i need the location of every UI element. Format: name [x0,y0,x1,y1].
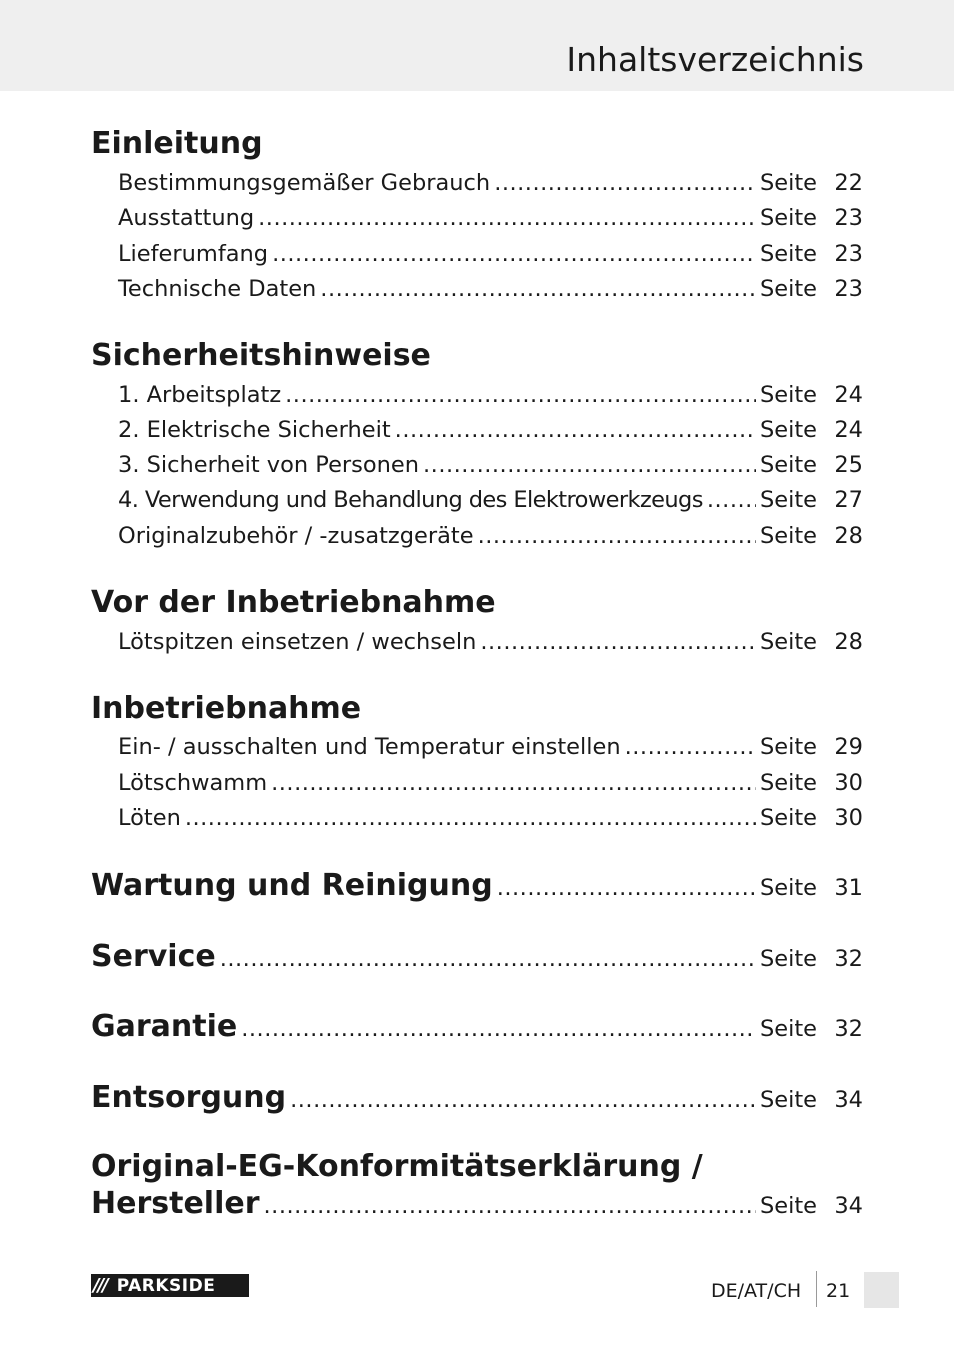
page-number: 23 [834,241,863,267]
leader-dots [264,1186,756,1226]
parkside-logo [91,1274,249,1297]
toc-entry[interactable] [118,802,863,834]
leader-dots [185,802,756,834]
page-number: 24 [834,382,863,408]
toc-entry[interactable] [118,449,863,481]
toc-entry-title: Ein- / ausschalten und Temperatur einstellen [118,734,621,760]
toc-entry[interactable] [118,379,863,411]
page-label: Seite [759,875,817,901]
toc-main-entry[interactable] [91,1078,863,1118]
toc-main-entry-title: Entsorgung [91,1080,287,1115]
leader-dots [258,202,756,234]
toc-entry-title: Originalzubehör / -zusatzgeräte [118,523,474,549]
toc-entry-title: Löten [118,805,181,831]
footer-tab-marker [864,1272,899,1308]
toc-entry-title: Technische Daten [118,276,317,302]
page-label: Seite [759,629,817,655]
toc-entry-title: 1. Arbeitsplatz [118,382,282,408]
page-title: Inhaltsverzeichnis [566,40,864,79]
leader-dots [395,414,756,446]
toc-main-entry-title: Garantie [91,1009,238,1044]
page-label: Seite [759,382,817,408]
section-heading-einleitung: Einleitung [91,126,263,161]
page-number: 29 [834,734,863,760]
toc-entry-title: Lötspitzen einsetzen / wechseln [118,629,477,655]
leader-dots [285,379,756,411]
toc-entry-title: Lieferumfang [118,241,269,267]
page-label: Seite [759,805,817,831]
footer-page-number: 21 [826,1280,851,1302]
page-number: 34 [834,1087,863,1113]
page-number: 30 [834,805,863,831]
leader-dots [220,939,756,979]
toc-entry[interactable] [118,731,863,763]
page-number: 32 [834,946,863,972]
leader-dots [241,1009,756,1049]
page-number: 34 [834,1193,863,1219]
toc-main-entry-title: Service [91,939,216,974]
toc-entry[interactable] [118,484,863,516]
toc-entry-title: Lötschwamm [118,770,268,796]
page-label: Seite [759,452,817,478]
toc-entry[interactable] [118,626,863,658]
toc-main-entry[interactable] [91,866,863,906]
toc-entry[interactable] [118,202,863,234]
toc-entry-title: 2. Elektrische Sicherheit [118,417,391,443]
leader-dots [271,767,756,799]
toc-final-entry-line1: Original-EG-Konformitätserklärung / [91,1149,703,1184]
page-label: Seite [759,276,817,302]
leader-dots [480,626,756,658]
leader-dots [272,238,756,270]
page-label: Seite [759,417,817,443]
page-number: 32 [834,1016,863,1042]
toc-main-entry[interactable] [91,1007,863,1047]
section-heading-sicherheitshinweise: Sicherheitshinweise [91,338,431,373]
page-number: 27 [834,487,863,513]
page-label: Seite [759,770,817,796]
page-number: 23 [834,205,863,231]
page-label: Seite [759,241,817,267]
page-number: 28 [834,523,863,549]
toc-final-entry-title: Hersteller [91,1186,260,1221]
leader-dots [423,449,756,481]
toc-entry-title: 3. Sicherheit von Personen [118,452,420,478]
page-label: Seite [759,1193,817,1219]
page-number: 28 [834,629,863,655]
page-label: Seite [759,205,817,231]
toc-main-entry[interactable] [91,937,863,977]
leader-dots [494,167,756,199]
page-label: Seite [759,1016,817,1042]
toc-main-entry-title: Wartung und Reinigung [91,868,493,903]
logo-text: PARKSIDE [116,1275,216,1296]
toc-entry-title: Bestimmungsgemäßer Gebrauch [118,170,491,196]
section-heading-vor-der-inbetriebnahme: Vor der Inbetriebnahme [91,585,496,620]
page-number: 23 [834,276,863,302]
leader-dots [497,868,756,908]
page-number: 31 [834,875,863,901]
toc-entry[interactable] [118,520,863,552]
page-number: 30 [834,770,863,796]
leader-dots [625,731,756,763]
page-label: Seite [759,487,817,513]
leader-dots [478,520,756,552]
page-number: 25 [834,452,863,478]
page-label: Seite [759,523,817,549]
toc-entry-title: Ausstattung [118,205,255,231]
footer-country: DE/AT/CH [711,1280,802,1302]
toc-entry[interactable] [118,414,863,446]
section-heading-inbetriebnahme: Inbetriebnahme [91,691,362,726]
toc-entry[interactable] [118,167,863,199]
page-label: Seite [759,170,817,196]
toc-entry[interactable] [118,273,863,305]
page-label: Seite [759,734,817,760]
leader-dots [707,484,756,516]
leader-dots [320,273,756,305]
leader-dots [290,1080,756,1120]
page-number: 22 [834,170,863,196]
footer-divider [816,1271,817,1307]
page-label: Seite [759,946,817,972]
toc-entry[interactable] [118,767,863,799]
toc-final-entry[interactable] [91,1184,863,1224]
page-number: 24 [834,417,863,443]
logo-slashes: /// [93,1275,107,1296]
page-label: Seite [759,1087,817,1113]
toc-entry-title: 4. Verwendung und Behandlung des Elektrowerkzeugs [118,487,703,513]
toc-entry[interactable] [118,238,863,270]
